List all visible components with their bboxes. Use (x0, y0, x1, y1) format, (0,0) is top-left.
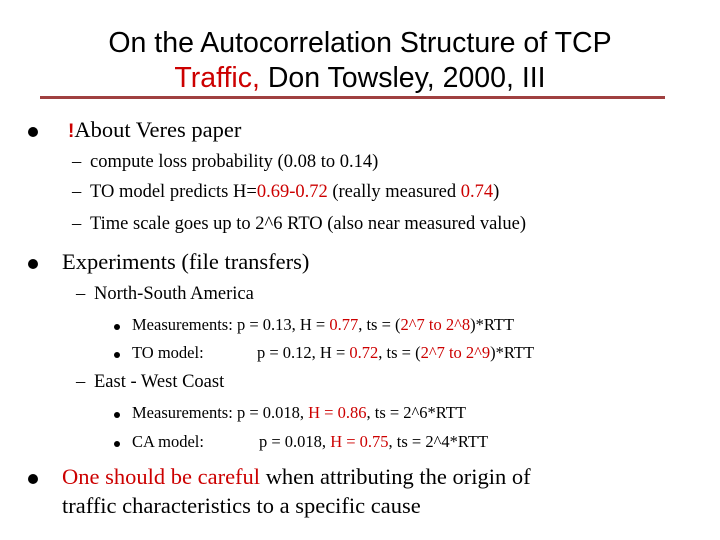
sub-item-loss (72, 152, 378, 173)
bullet-dot (114, 324, 120, 330)
item-text: )*RTT (490, 343, 535, 362)
sub-item-text: (really measured (327, 182, 461, 202)
sub-item-text: North-South America (94, 284, 254, 304)
red-value: H = 0.86 (308, 403, 367, 422)
bullet-careful-line-2: traffic characteristics to a specific cause (62, 493, 421, 518)
bullet-careful-line-1 (62, 464, 531, 490)
sub-item-north-south (76, 284, 254, 305)
ns-measurements (132, 315, 514, 335)
bullet-dot (28, 474, 38, 484)
bullet-dot (28, 259, 38, 269)
item-text: p = 0.018, (259, 432, 331, 451)
sub-item-text: compute loss probability (0.08 to 0.14) (90, 152, 379, 172)
item-text: , ts = ( (378, 343, 421, 362)
red-value: 0.74 (460, 182, 494, 202)
sub-item-to-model (72, 182, 499, 203)
item-label: TO model: (132, 343, 204, 362)
bullet-dot (114, 412, 120, 418)
item-text: , ts = 2^6*RTT (366, 403, 466, 422)
red-value: H = 0.75 (330, 432, 389, 451)
dash: – (72, 214, 82, 234)
dash: – (76, 284, 86, 304)
sub-item-time-scale (72, 214, 526, 235)
red-value: 0.69-0.72 (256, 182, 328, 202)
sub-item-east-west (76, 372, 224, 393)
sub-item-text: TO model predicts H= (90, 182, 257, 202)
title-author: Don Towsley, 2000, III (259, 62, 546, 94)
item-label: Measurements: (132, 315, 233, 334)
title-red-word: Traffic, (174, 62, 260, 94)
item-text: p = 0.13, H = (232, 315, 330, 334)
title-line-1: On the Autocorrelation Structure of TCP (108, 27, 612, 59)
item-text: p = 0.018, (232, 403, 309, 422)
exclamation-mark: ! (68, 121, 75, 142)
item-text: p = 0.12, H = (257, 343, 350, 362)
sub-item-text: ) (493, 182, 500, 202)
red-value: 2^7 to 2^8 (400, 315, 471, 334)
bullet-experiments: Experiments (file transfers) (62, 249, 310, 274)
dash: – (72, 182, 82, 202)
item-text: )*RTT (470, 315, 515, 334)
item-text: , ts = ( (358, 315, 401, 334)
item-label: Measurements: (132, 403, 233, 422)
item-text: , ts = 2^4*RTT (388, 432, 489, 451)
bullet-about-veres (68, 117, 241, 143)
title-divider (40, 96, 665, 99)
title-line-2 (0, 61, 720, 95)
dash: – (72, 152, 82, 172)
red-value: 0.72 (349, 343, 379, 362)
bullet-text: when attributing the origin of (260, 464, 531, 489)
red-phrase: One should be careful (62, 464, 261, 489)
sub-item-text: East - West Coast (94, 372, 225, 392)
item-label: CA model: (132, 432, 204, 451)
red-value: 2^7 to 2^9 (420, 343, 491, 362)
ew-measurements (132, 403, 466, 423)
bullet-dot (114, 352, 120, 358)
bullet-dot (114, 441, 120, 447)
ns-to-model (132, 343, 534, 363)
sub-item-text: Time scale goes up to 2^6 RTO (also near measured value) (90, 214, 527, 234)
red-value: 0.77 (329, 315, 359, 334)
ew-ca-model (132, 432, 488, 452)
dash: – (76, 372, 86, 392)
bullet-text: About Veres paper (74, 117, 242, 142)
bullet-dot (28, 127, 38, 137)
